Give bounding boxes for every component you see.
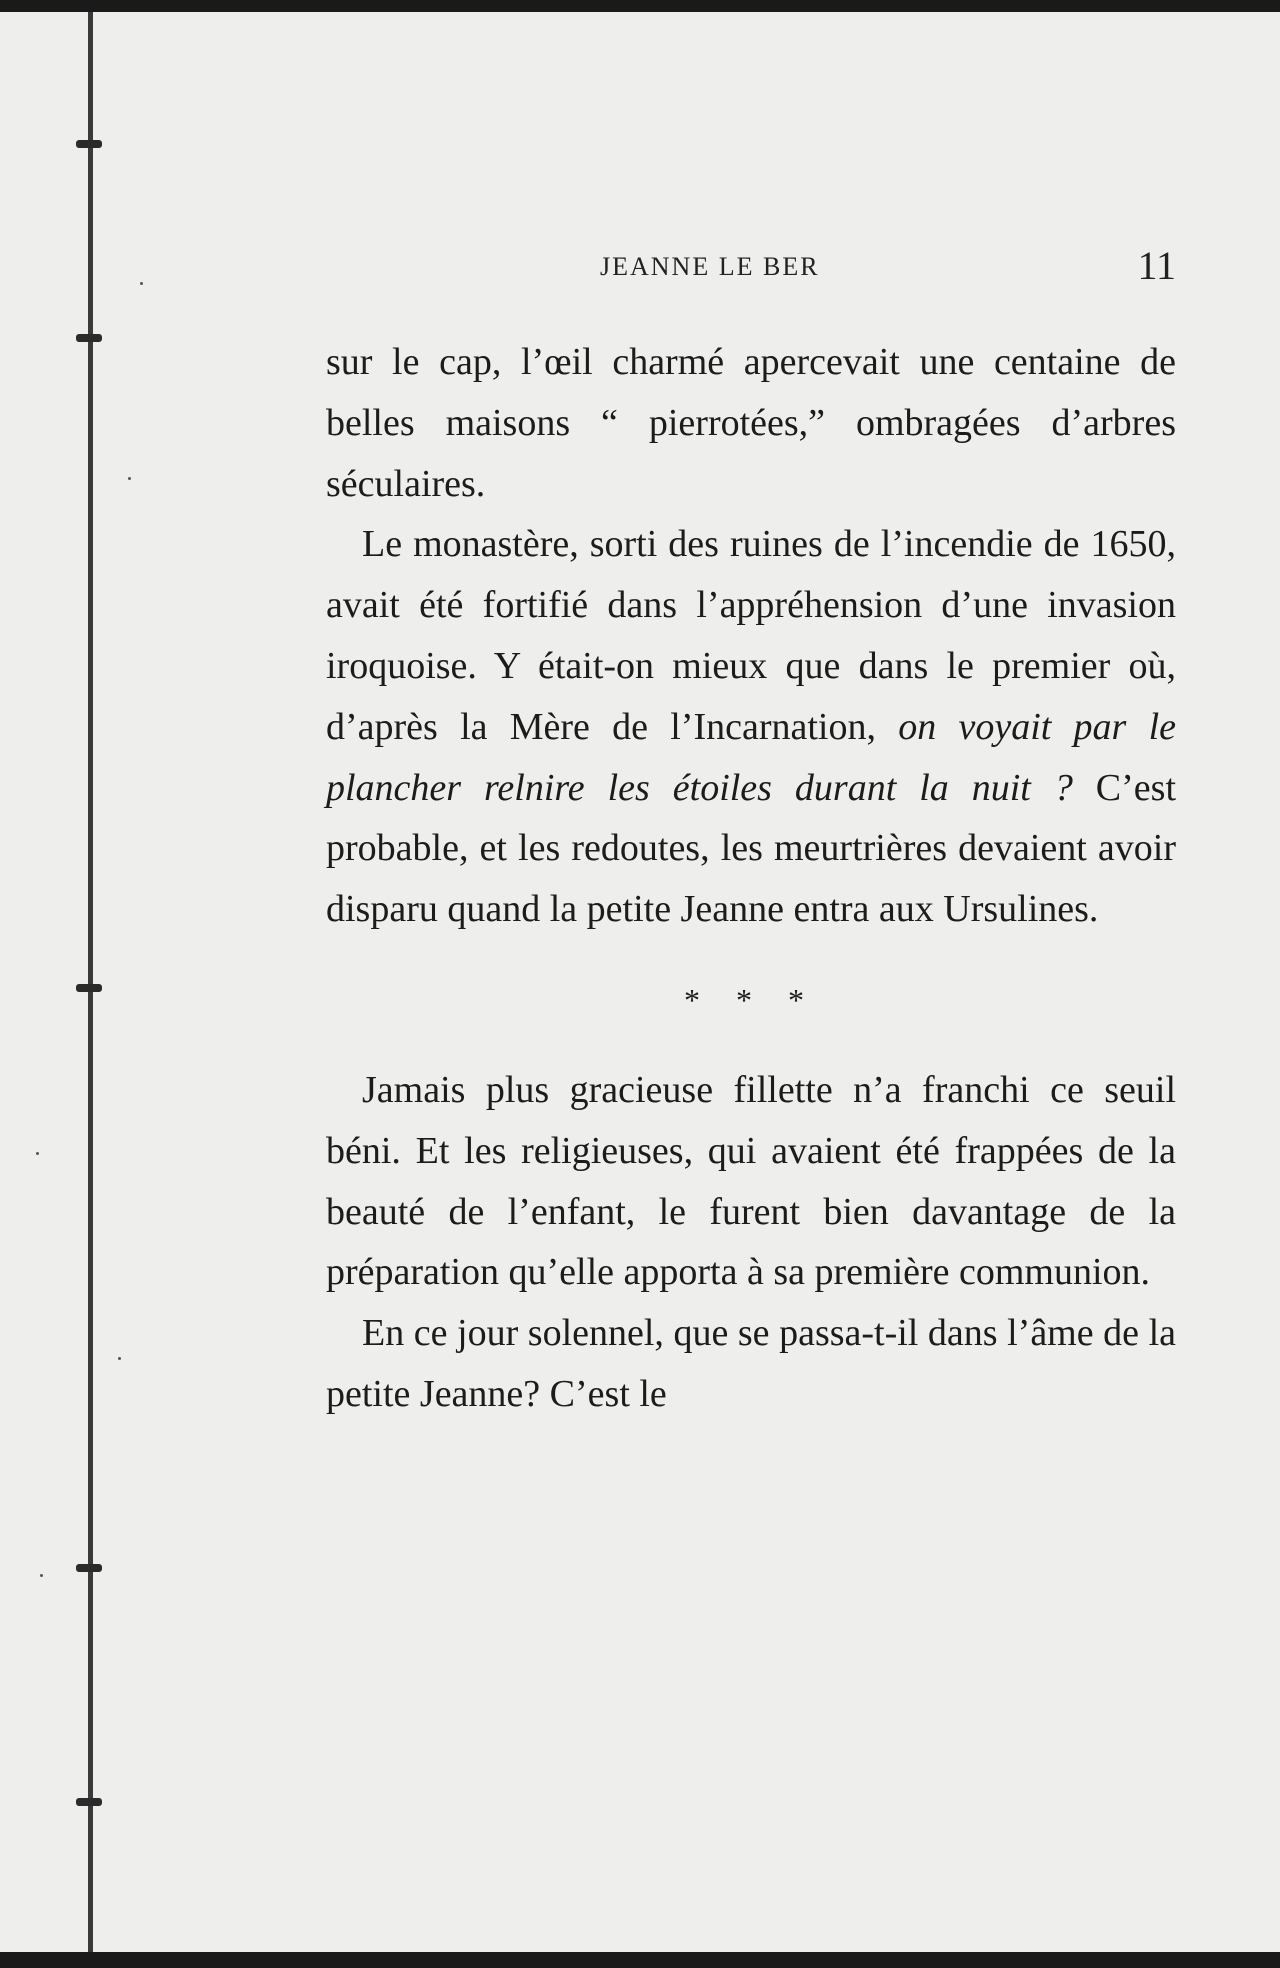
paragraph-text: C’est probable, et les redoutes, les meurtrières devaient avoir disparu quand la petite Jeanne entra aux Ursulines. [326,766,1177,931]
paper-speck [40,1574,43,1577]
book-page [0,12,1280,1952]
paragraph: Jamais plus gracieuse fillette n’a franchi ce seuil béni. Et les religieuses, qui avaient été frappées de la beauté de l’enfant, le furent bien davantage de la préparation qu’elle apporta à sa première communion. [326,1068,1176,1294]
italic-quote: on voyait par le plancher relnire les étoiles durant la nuit ? [326,705,1177,809]
page-number: 11 [1137,243,1176,288]
paper-speck [118,1357,121,1360]
binding-stitch-mark [72,980,108,996]
body-text [326,332,1176,1425]
binding-stitch-mark [72,136,108,152]
paper-speck [128,477,131,480]
paper-speck [36,1152,39,1155]
paragraph [326,514,1176,940]
binding-stitch-mark [72,330,108,346]
binding-stitch-mark [72,1794,108,1810]
page-header [330,240,1176,290]
running-title: JEANNE LE BER [600,252,820,281]
paragraph: En ce jour solennel, que se passa-t-il dans l’âme de la petite Jeanne? C’est le [326,1312,1176,1415]
paragraph-text: Le monastère, sorti des ruines de l’incendie de 1650, avait été fortifié dans l’appréhension d’une invasion iroquoise. Y était-on mieux que dans le premier où, d’après la Mère de l’Incarnation, [326,523,1176,748]
section-break-asterisks: * * * [684,981,818,1018]
paper-speck [140,282,143,285]
binding-stitch-mark [72,1560,108,1576]
paragraph: sur le cap, l’œil charmé apercevait une centaine de belles maisons “ pierrotées,” ombragées d’arbres séculaires. [326,341,1176,505]
